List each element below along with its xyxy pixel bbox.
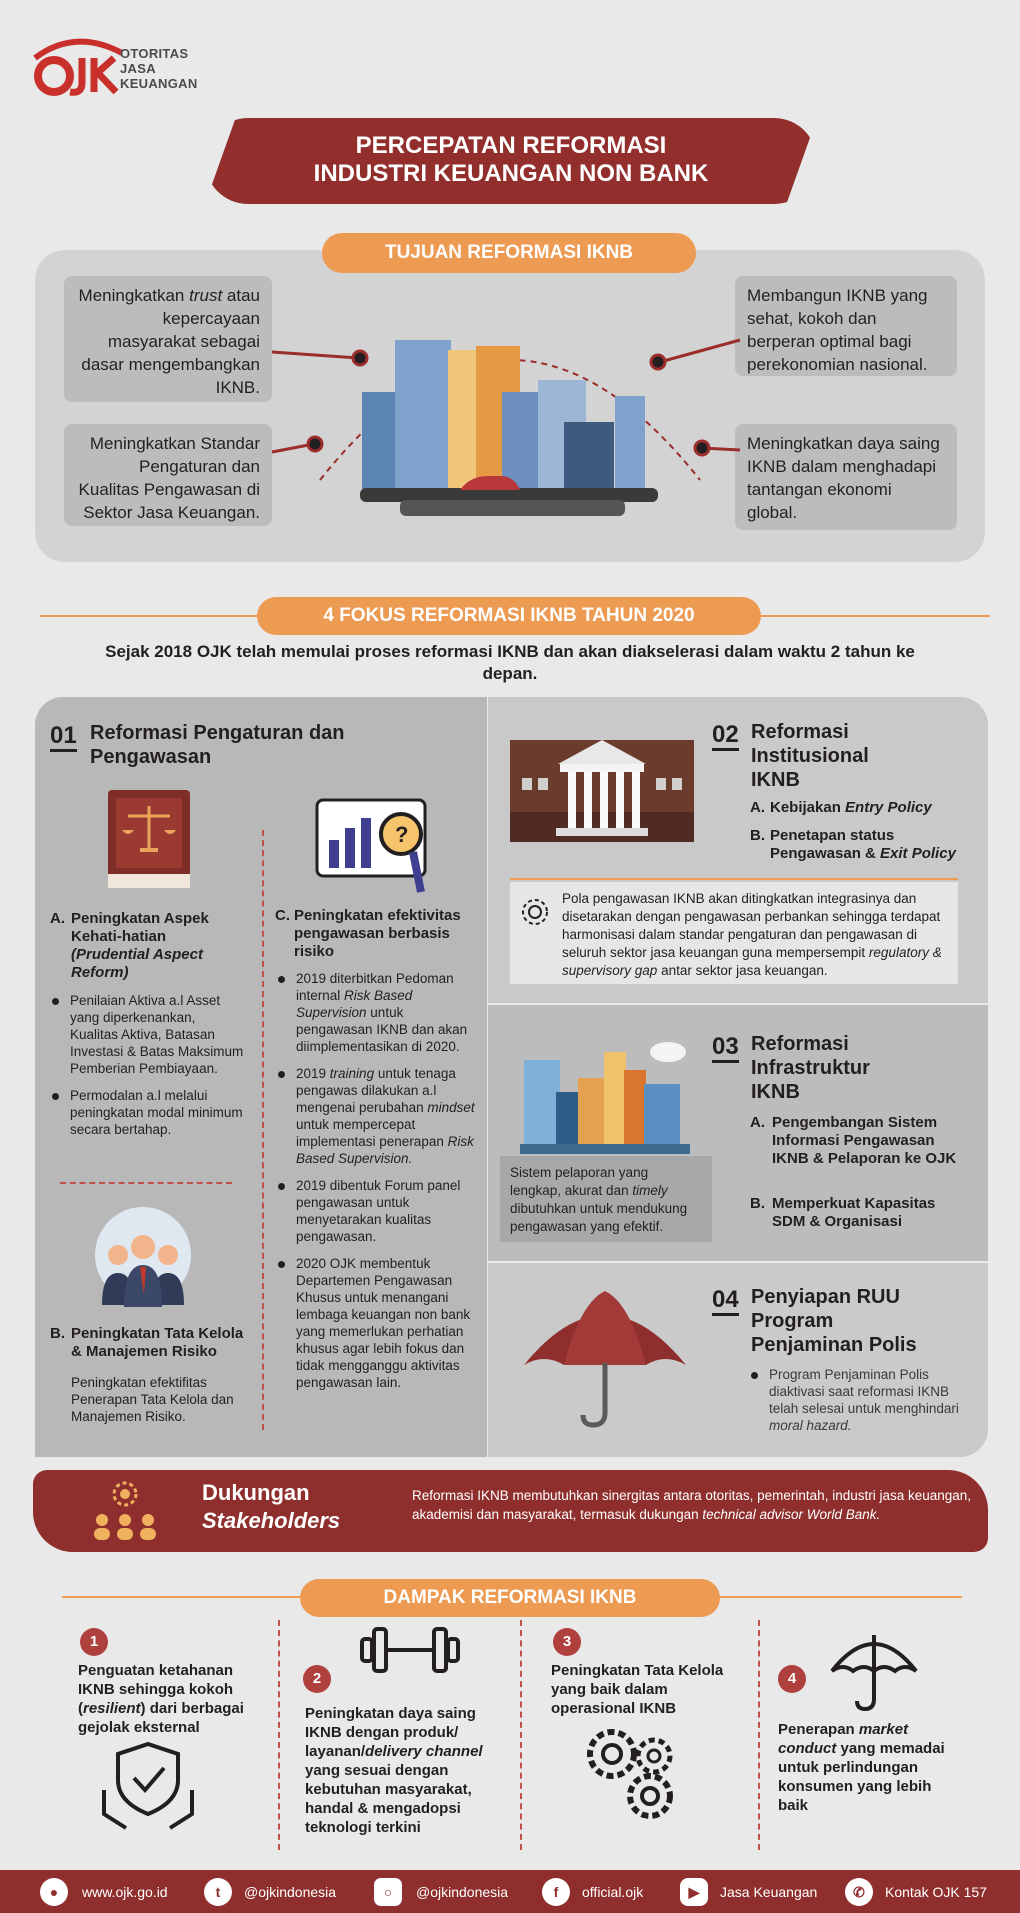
section-04-number: 04	[712, 1287, 739, 1316]
sec3-b-text: Memperkuat Kapasitas SDM & Organisasi	[772, 1195, 936, 1230]
ojk-logo-icon	[30, 28, 125, 98]
tujuan-item-3: Membangun IKNB yang sehat, kokoh dan berperan optimal bagi perekonomian nasional.	[735, 276, 957, 376]
youtube-icon[interactable]: ▶	[680, 1878, 708, 1906]
dampak-number-2: 2	[303, 1665, 331, 1693]
stakeholders-icon	[90, 1480, 160, 1544]
sec1-a-bullets	[50, 992, 245, 1148]
city-illustration	[270, 300, 750, 550]
dampak-item-1: Penguatan ketahanan IKNB sehingga kokoh (resilient) dari berbagai gejolak eksternal	[78, 1662, 244, 1736]
umbrella-outline-icon	[828, 1625, 920, 1715]
sec1-b-text: Peningkatan efektifitas Penerapan Tata Kelola dan Manajemen Risiko.	[71, 1375, 234, 1424]
dampak-item-3: Peningkatan Tata Kelola yang baik dalam operasional IKNB	[551, 1662, 724, 1717]
sec2-divider	[510, 878, 958, 880]
footer-twitter-link[interactable]: @ojkindonesia	[244, 1884, 337, 1900]
dampak-title: DAMPAK REFORMASI IKNB	[300, 1579, 720, 1617]
sec4-bullets	[749, 1366, 959, 1444]
dampak-number-3: 3	[553, 1628, 581, 1656]
dukungan-text: Reformasi IKNB membutuhkan sinergitas antara otoritas, pemerintah, industri jasa keuangan, akademisi dan masyarakat, termasuk dukungan technical advisor World Bank.	[412, 1488, 972, 1522]
dampak-item-4: Penerapan market conduct yang memadai untuk perlindungan konsumen yang lebih baik	[778, 1721, 945, 1814]
dampak-number-1: 1	[80, 1628, 108, 1656]
footer-instagram-link[interactable]: @ojkindonesia	[416, 1884, 509, 1900]
section-02-title: Reformasi Institusional IKNB	[751, 721, 869, 791]
sec2-a-label: A.	[750, 799, 765, 816]
facebook-icon[interactable]: f	[542, 1878, 570, 1906]
gear-icon	[518, 895, 552, 929]
sec3-b-label: B.	[750, 1195, 765, 1212]
sec1-a-label: A.	[50, 910, 65, 927]
sec2-infobox: Pola pengawasan IKNB akan ditingkatkan integrasinya dan disetarakan dengan pengawasan perbankan sehingga terdapat harmonisasi dalam standar pengaturan dan pengawasan di seluruh sektor jasa keuangan guna mempersempit regulatory & supervisory gap antar sektor jasa keuangan.	[510, 882, 958, 984]
management-team-icon	[88, 1205, 198, 1307]
dashed-divider-vertical	[520, 1620, 522, 1850]
sec2-a-text: Kebijakan Entry Policy	[770, 799, 932, 816]
svg-text:?: ?	[395, 822, 409, 847]
sec1-c-label: C.	[275, 907, 290, 924]
footer-youtube-link[interactable]: Jasa Keuangan	[720, 1884, 818, 1900]
section-01-title: Reformasi Pengaturan dan Pengawasan	[90, 722, 345, 768]
gears-icon	[580, 1722, 690, 1822]
tujuan-item-2: Meningkatkan Standar Pengaturan dan Kualitas Pengawasan di Sektor Jasa Keuangan.	[64, 424, 272, 526]
list-item: Program Penjaminan Polis diaktivasi saat reformasi IKNB telah selesai untuk menghindari moral hazard.	[749, 1366, 959, 1434]
dashed-divider-vertical	[758, 1620, 760, 1850]
tujuan-item-1: Meningkatkan trust atau kepercayaan masyarakat sebagai dasar mengembangkan IKNB.	[64, 276, 272, 402]
city-buildings-icon	[520, 1040, 690, 1158]
list-item: Penilaian Aktiva a.l Asset yang diperkenankan, Kualitas Aktiva, Batasan Investasi & Batas Maksimum Pemberian Pembiayaan.	[50, 992, 245, 1077]
phone-icon[interactable]: ✆	[845, 1878, 873, 1906]
list-item: 2019 diterbitkan Pedoman internal Risk Based Supervision untuk pengawasan IKNB dan akan diimplementasikan di 2020.	[276, 970, 481, 1055]
law-book-icon	[104, 786, 194, 892]
instagram-icon[interactable]: ○	[374, 1878, 402, 1906]
dumbbell-icon	[358, 1625, 462, 1675]
fokus-title: 4 FOKUS REFORMASI IKNB TAHUN 2020	[257, 597, 761, 635]
dampak-item-2: Peningkatan daya saing IKNB dengan produk/ layanan/delivery channel yang sesuai dengan kebutuhan masyarakat, handal & mengadopsi teknologi terkini	[305, 1705, 483, 1836]
dampak-number-4: 4	[778, 1665, 806, 1693]
sec1-c-title: Peningkatan efektivitas pengawasan berbasis risiko	[294, 907, 461, 960]
section-02-number: 02	[712, 722, 739, 751]
sec1-c-bullets	[276, 970, 481, 1401]
section-01-number: 01	[50, 723, 77, 752]
dashed-divider	[60, 1182, 232, 1184]
footer-website-link[interactable]: www.ojk.go.id	[82, 1884, 168, 1900]
twitter-icon[interactable]: t	[204, 1878, 232, 1906]
list-item: 2019 dibentuk Forum panel pengawasan untuk menyetarakan kualitas pengawasan.	[276, 1177, 481, 1245]
logo-line-1: OTORITAS	[120, 46, 189, 61]
dukungan-title: Dukungan Stakeholders	[202, 1480, 341, 1533]
dashed-divider-vertical	[278, 1620, 280, 1850]
sec3-a-text: Pengembangan Sistem Informasi Pengawasan IKNB & Pelaporan ke OJK	[772, 1114, 957, 1167]
logo-text	[120, 46, 198, 91]
analysis-monitor-icon	[313, 796, 433, 898]
sec2-b-text: Penetapan status Pengawasan & Exit Policy	[770, 827, 956, 862]
sec1-b-label: B.	[50, 1325, 65, 1342]
footer-phone-contact[interactable]: Kontak OJK 157	[885, 1884, 987, 1900]
section-04-title: Penyiapan RUU Program Penjaminan Polis	[751, 1286, 917, 1356]
footer-facebook-link[interactable]: official.ojk	[582, 1884, 644, 1900]
dashed-divider-vertical	[262, 830, 264, 1430]
page-title-line-1: PERCEPATAN REFORMASI	[355, 132, 667, 159]
umbrella-icon	[520, 1283, 690, 1429]
section-03-title: Reformasi Infrastruktur IKNB	[751, 1033, 870, 1103]
fokus-subtitle: Sejak 2018 OJK telah memulai proses reformasi IKNB dan akan diakselerasi dalam waktu 2 tahun ke depan.	[105, 642, 915, 683]
sec1-b-title: Peningkatan Tata Kelola & Manajemen Risiko	[71, 1325, 244, 1360]
sec3-a-label: A.	[750, 1114, 765, 1131]
tujuan-item-4: Meningkatkan daya saing IKNB dalam menghadapi tantangan ekonomi global.	[735, 424, 957, 530]
shield-hands-icon	[100, 1740, 196, 1832]
list-item: Permodalan a.l melalui peningkatan modal minimum secara bertahap.	[50, 1087, 245, 1138]
list-item: 2020 OJK membentuk Departemen Pengawasan Khusus untuk menangani lembaga keuangan non bank yang memerlukan perhatian khusus agar lebih fokus dan tidak mengganggu aktivitas pengawasan lain.	[276, 1255, 481, 1391]
sec3-infobox: Sistem pelaporan yang lengkap, akurat dan timely dibutuhkan untuk mendukung pengawasan yang efektif.	[500, 1156, 712, 1242]
list-item: 2019 training untuk tenaga pengawas dilakukan a.l mengenai perubahan mindset untuk mempercepat implementasi penerapan Risk Based Supervision.	[276, 1065, 481, 1167]
institution-building-icon	[510, 734, 694, 842]
logo-line-2: JASA	[120, 61, 156, 76]
logo-line-3: KEUANGAN	[120, 76, 198, 91]
tujuan-title: TUJUAN REFORMASI IKNB	[322, 233, 696, 273]
section-03-number: 03	[712, 1034, 739, 1063]
page-title	[205, 132, 817, 188]
sec2-b-label: B.	[750, 827, 765, 844]
sec1-a-title: Peningkatan Aspek Kehati-hatian (Prudential Aspect Reform)	[71, 910, 209, 981]
page-title-line-2: INDUSTRI KEUANGAN NON BANK	[313, 160, 709, 187]
globe-icon: ●	[40, 1878, 68, 1906]
